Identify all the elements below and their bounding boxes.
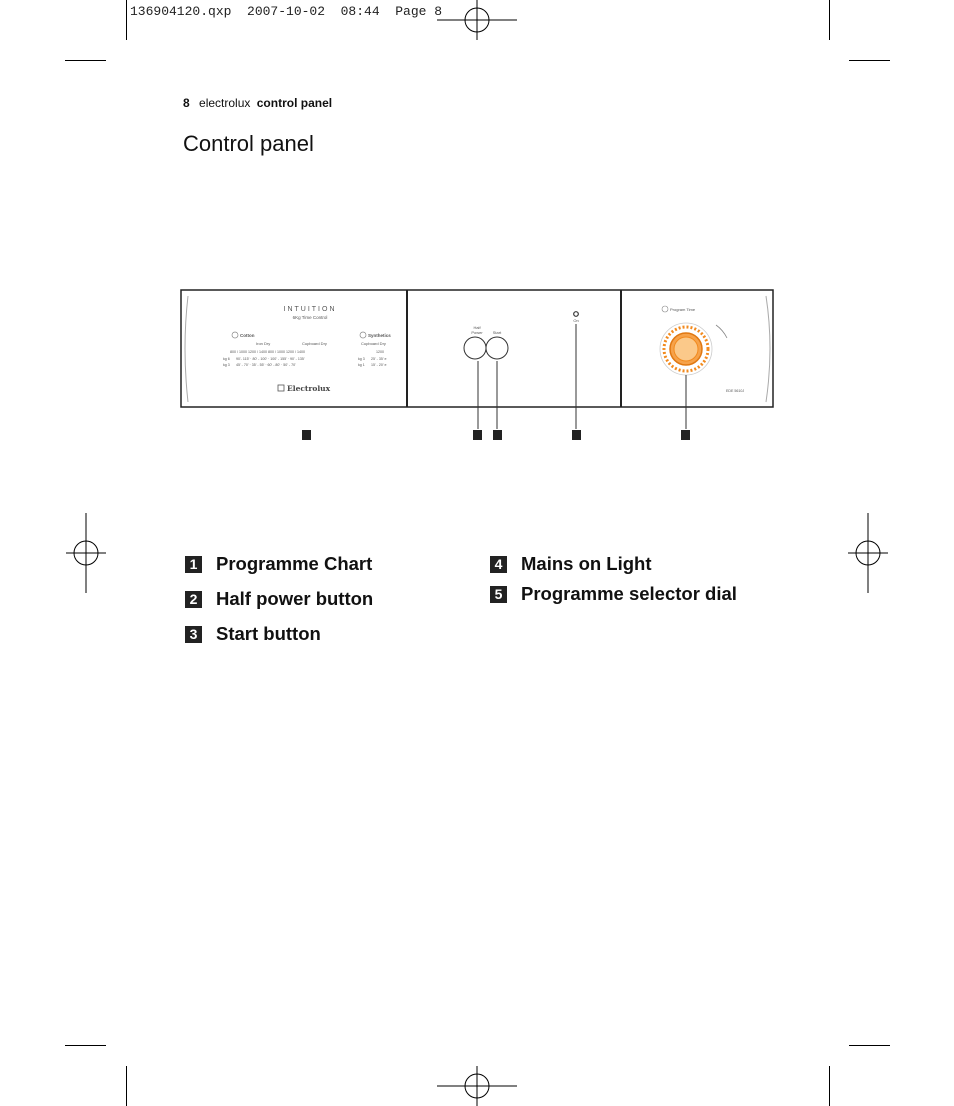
legend-label: Half power button [216, 588, 374, 609]
page-title: Control panel [183, 131, 314, 156]
legend-item [185, 553, 373, 575]
legend-number: 3 [185, 626, 202, 643]
synthetics-label: Synthetics [368, 333, 391, 338]
cotton-label: Cotton [240, 333, 255, 338]
legend-right [490, 553, 737, 618]
legend-label: Mains on Light [521, 553, 652, 574]
legend-item [490, 553, 737, 575]
callout-marker-3 [493, 430, 502, 440]
iron-dry-label: Iron Dry [256, 341, 271, 346]
callout-marker-2 [473, 430, 482, 440]
half-power-label-line1: Half [473, 325, 481, 330]
synthetics-row1-kg: kg 3 [358, 357, 365, 361]
series-name: INTUITION [283, 306, 337, 313]
callout-marker-1 [302, 430, 311, 440]
legend-item [185, 588, 373, 610]
cotton-row1: 90'- 115' · 80' - 100' · 100' - 155' · 90' - 135' [236, 357, 305, 361]
start-button [486, 337, 508, 359]
panel-logo: Electrolux [287, 384, 331, 393]
legend-number: 5 [490, 586, 507, 603]
panel-subtitle: 6Kg Time Control [292, 315, 328, 320]
synthetics-row2-kg: kg 1 [358, 363, 365, 367]
callout-marker-5 [681, 430, 690, 440]
running-header [183, 96, 332, 110]
program-time-label: Program Time [670, 307, 696, 312]
print-slug: 136904120.qxp 2007-10-02 08:44 Page 8 [130, 4, 443, 19]
legend-label: Programme selector dial [521, 583, 737, 604]
brand-name: electrolux [199, 96, 251, 110]
mains-on-light [574, 312, 579, 317]
control-panel-illustration [178, 286, 778, 446]
cotton-row1-kg: kg 6 [223, 357, 230, 361]
model-number: EDE 5610J [726, 389, 745, 393]
cupboard-dry-label: Cupboard Dry [302, 341, 327, 346]
on-label: On [573, 318, 579, 323]
legend-item [185, 623, 373, 645]
synthetics-dry-label: Cupboard Dry [361, 341, 386, 346]
legend-left [185, 553, 373, 658]
page-number: 8 [183, 96, 190, 110]
start-label: Start [492, 330, 502, 335]
section-name: control panel [256, 96, 333, 110]
half-power-button [464, 337, 486, 359]
synthetics-row1: 25' - 35' e [371, 357, 387, 361]
cotton-speeds: 800 / 1000 1200 / 1400 800 / 1000 1200 / 1400 [230, 350, 305, 354]
cotton-row2-kg: kg 3 [223, 363, 230, 367]
dial-knob-inner [674, 337, 698, 361]
legend-number: 2 [185, 591, 202, 608]
legend-label: Start button [216, 623, 321, 644]
synthetics-speed: 1200 [376, 350, 384, 354]
synthetics-row2: 15' - 20' e [371, 363, 387, 367]
legend-item [490, 583, 737, 605]
cotton-row2: 45' - 70' · 35' - 55' · 60' - 80' · 50' - 70' [236, 363, 296, 367]
half-power-label-line2: Power [471, 330, 483, 335]
legend-label: Programme Chart [216, 553, 373, 574]
callout-marker-4 [572, 430, 581, 440]
legend-number: 4 [490, 556, 507, 573]
legend-number: 1 [185, 556, 202, 573]
